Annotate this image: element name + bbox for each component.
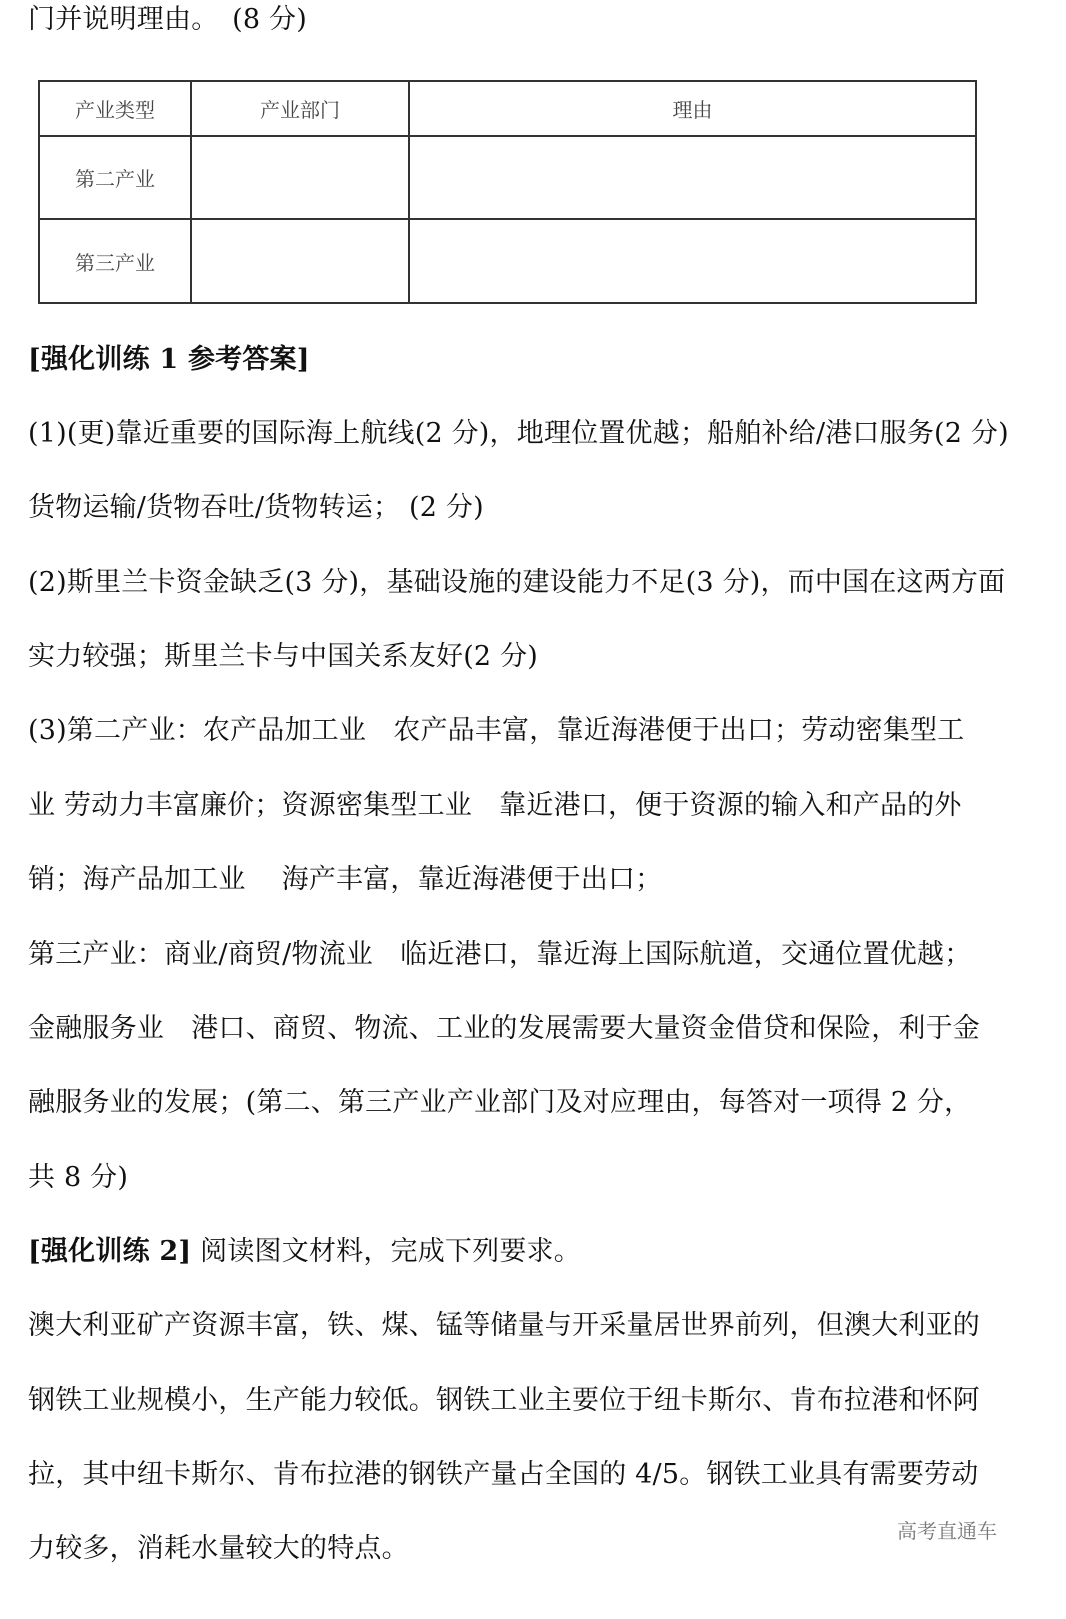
- table-row-secondary-reason: [410, 137, 975, 218]
- answer-line-6: 业 劳动力丰富廉价；资源密集型工业 靠近港口，便于资源的输入和产品的外: [28, 790, 962, 821]
- exercise-2-paragraph-line-3: 拉，其中纽卡斯尔、肯布拉港的钢铁产量占全国的 4/5。钢铁工业具有需要劳动: [28, 1459, 979, 1490]
- table-row-secondary-sector: [192, 137, 408, 218]
- answer-line-11: 共 8 分): [28, 1162, 129, 1193]
- table-row-tertiary-type: 第三产业: [75, 250, 155, 275]
- table-header-industry-type: 产业类型: [75, 98, 155, 122]
- answer-table: [38, 80, 977, 304]
- answer-title: [强化训练 1 参考答案]: [28, 344, 310, 375]
- watermark: 高考直通车: [897, 1519, 997, 1543]
- exercise-2-instruction: 阅读图文材料，完成下列要求。: [191, 1236, 581, 1267]
- exercise-2-heading: [28, 1234, 581, 1270]
- answer-line-5: (3)第二产业：农产品加工业 农产品丰富，靠近海港便于出口；劳动密集型工: [28, 715, 965, 746]
- table-header-reason: 理由: [672, 98, 713, 122]
- table-row-secondary-type: 第二产业: [75, 167, 155, 191]
- exercise-2-paragraph-line-2: 钢铁工业规模小，生产能力较低。钢铁工业主要位于纽卡斯尔、肯布拉港和怀阿: [28, 1385, 980, 1416]
- answer-line-4: 实力较强；斯里兰卡与中国关系友好(2 分): [28, 641, 539, 672]
- answer-line-8: 第三产业：商业/商贸/物流业 临近港口，靠近海上国际航道，交通位置优越；: [28, 939, 972, 970]
- answer-line-3: (2)斯里兰卡资金缺乏(3 分)，基础设施的建设能力不足(3 分)，而中国在这两方面: [28, 567, 1006, 598]
- answer-line-1: (1)(更)靠近重要的国际海上航线(2 分)，地理位置优越；船舶补给/港口服务(2 分): [28, 418, 1009, 449]
- table-header-industry-sector: 产业部门: [260, 98, 340, 122]
- question-tail: 门并说明理由。 (8 分): [28, 4, 307, 35]
- exercise-2-paragraph-line-4: 力较多，消耗水量较大的特点。: [28, 1533, 409, 1564]
- exercise-2-paragraph-line-1: 澳大利亚矿产资源丰富，铁、煤、锰等储量与开采量居世界前列，但澳大利亚的: [28, 1310, 980, 1341]
- exercise-2-title: [强化训练 2]: [28, 1236, 192, 1267]
- table-row-tertiary-reason: [410, 220, 975, 302]
- answer-line-2: 货物运输/货物吞吐/货物转运； (2 分): [28, 492, 484, 523]
- answer-line-9: 金融服务业 港口、商贸、物流、工业的发展需要大量资金借贷和保险，利于金: [28, 1013, 980, 1044]
- answer-line-10: 融服务业的发展；(第二、第三产业产业部门及对应理由，每答对一项得 2 分，: [28, 1087, 972, 1118]
- answer-line-7: 销；海产品加工业 海产丰富，靠近海港便于出口；: [28, 864, 663, 895]
- table-row-tertiary-sector: [192, 220, 408, 302]
